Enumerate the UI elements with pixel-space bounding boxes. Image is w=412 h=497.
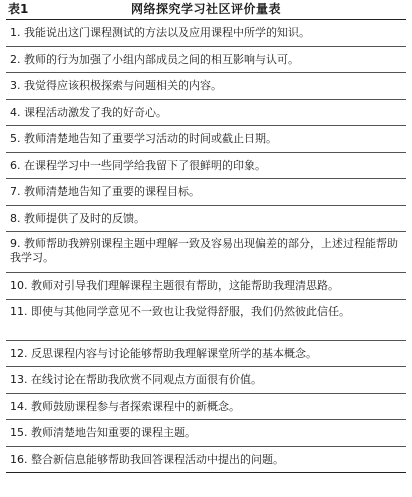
table-row: 14. 教师鼓励课程参与者探索课程中的新概念。 [6,394,406,421]
table-row: 15. 教师清楚地告知重要的课程主题。 [6,420,406,447]
table-row: 3. 我觉得应该积极探索与问题相关的内容。 [6,73,406,100]
table-row: 16. 整合新信息能够帮助我回答课程活动中提出的问题。 [6,447,406,474]
table-body [6,20,406,473]
table-row: 5. 教师清楚地告知了重要学习活动的时间或截止日期。 [6,126,406,153]
table-row: 10. 教师对引导我们理解课程主题很有帮助，这能帮助我理清思路。 [6,273,406,300]
table-row: 2. 教师的行为加强了小组内部成员之间的相互影响与认可。 [6,47,406,74]
table-row: 8. 教师提供了及时的反馈。 [6,206,406,233]
table-row: 4. 课程活动激发了我的好奇心。 [6,100,406,127]
table-label: 表1 [8,2,29,16]
table-row: 9. 教师帮助我辨别课程主题中理解一致及容易出现偏差的部分，上述过程能帮助我学习。 [6,232,406,273]
table-row: 11. 即使与其他同学意见不一致也让我觉得舒服，我们仍然彼此信任。 [6,300,406,341]
table-row: 12. 反思课程内容与讨论能够帮助我理解课堂所学的基本概念。 [6,341,406,368]
table-row: 6. 在课程学习中一些同学给我留下了很鲜明的印象。 [6,153,406,180]
table-row: 13. 在线讨论在帮助我欣赏不同观点方面很有价值。 [6,367,406,394]
table-title: 网络探究学习社区评价量表 [130,2,281,16]
table-caption [6,0,406,20]
table-row: 7. 教师清楚地告知了重要的课程目标。 [6,179,406,206]
table-row: 1. 我能说出这门课程测试的方法以及应用课程中所学的知识。 [6,20,406,47]
